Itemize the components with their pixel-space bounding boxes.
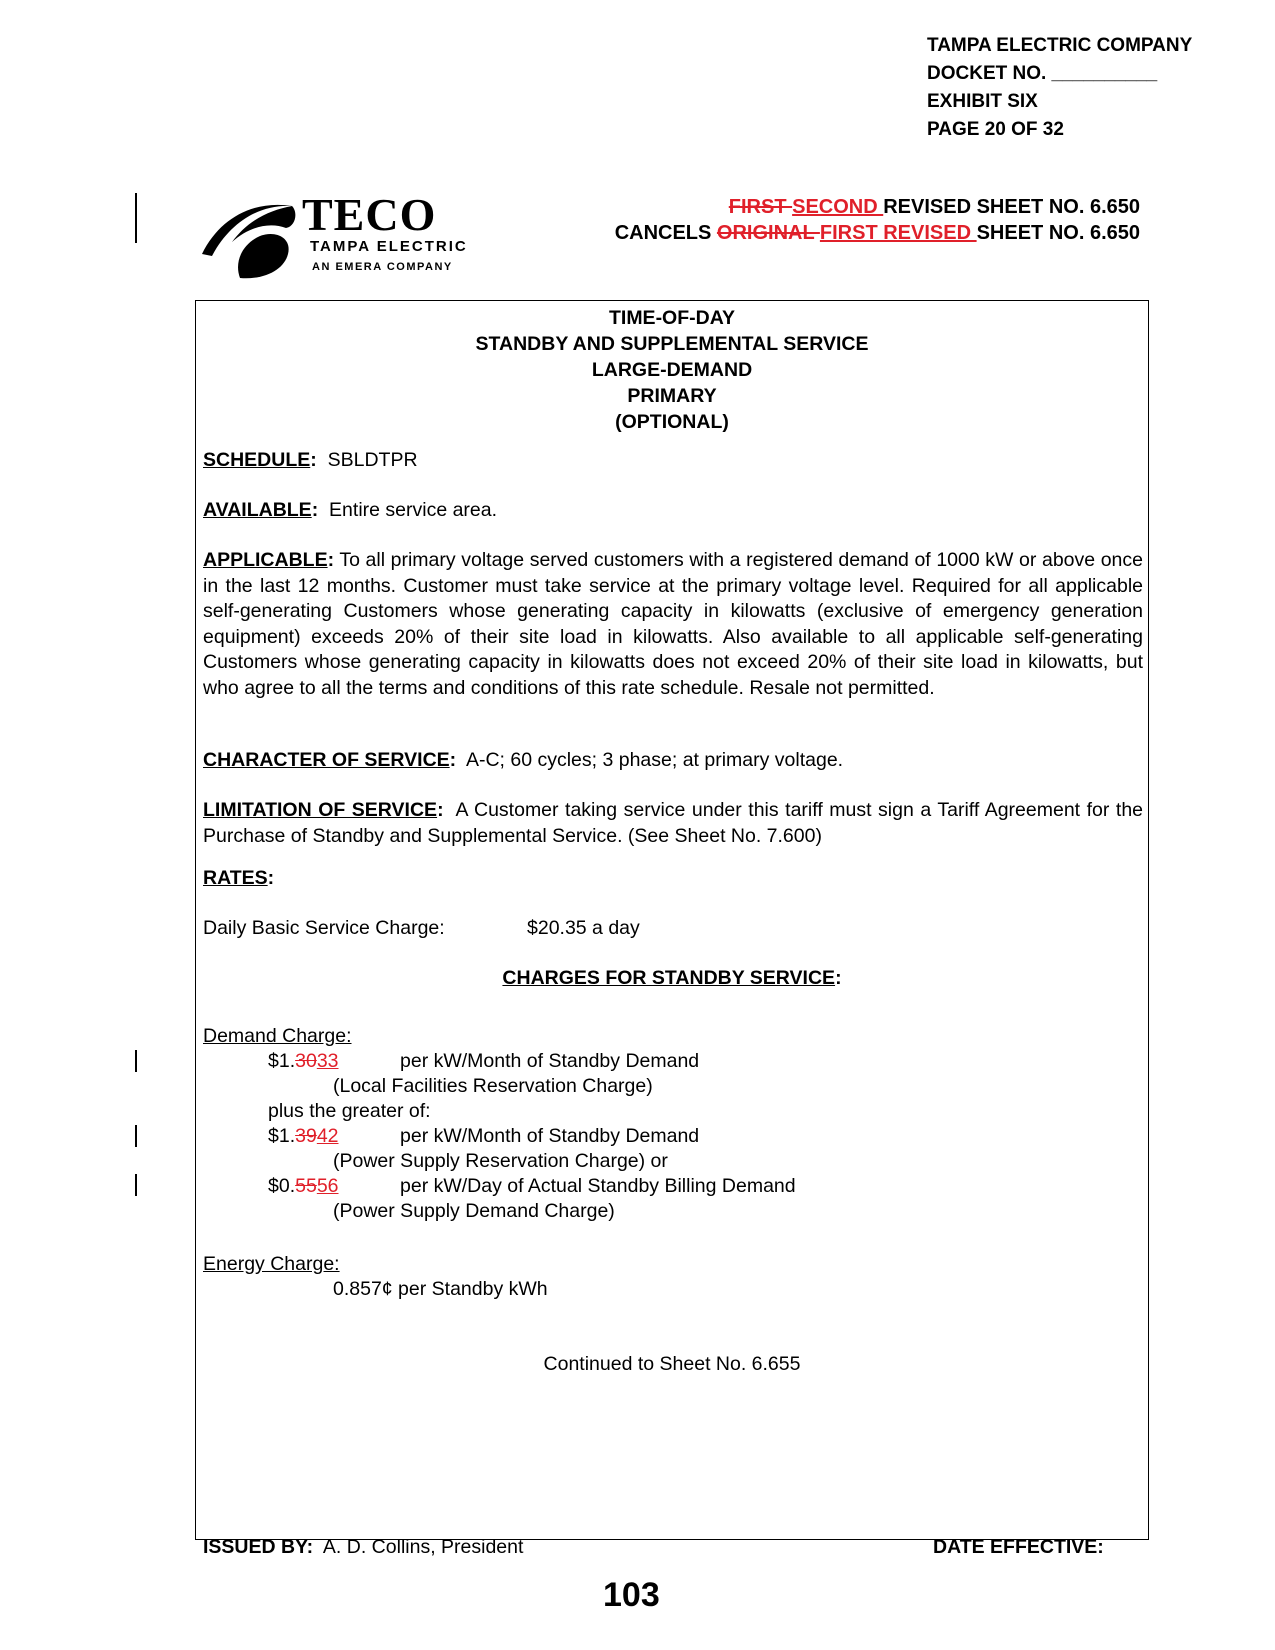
- inserted-text: 42: [316, 1125, 339, 1147]
- logo-wordmark: TECO: [302, 189, 437, 240]
- section-label: RATES: [203, 867, 268, 889]
- available-value: Entire service area.: [329, 499, 498, 521]
- inserted-text: FIRST REVISED: [819, 222, 977, 244]
- inserted-text: 56: [316, 1175, 339, 1197]
- schedule-value: SBLDTPR: [327, 449, 418, 471]
- teco-logo: [200, 189, 530, 282]
- section-label: CHARACTER OF SERVICE: [203, 749, 450, 771]
- section-label: LIMITATION OF SERVICE: [203, 799, 438, 821]
- applicable-section: APPLICABLE: To all primary voltage served customers with a registered demand of 1000 kW or above once in the last 12 months. Customer must take service at the primary voltage level. Required for all applicable self-generating Customers whose generating capacity in kilowatts (exclusive of emergency generation equipment) exceeds 20% of their site load in kilowatts. Also available to all applicable self-generating Customers whose generating capacity in kilowatts does not exceed 20% of their site load in kilowatts, but who agree to all the terms and conditions of this rate schedule. Resale not permitted.: [203, 549, 1143, 699]
- section-label: APPLICABLE: [203, 549, 328, 571]
- exhibit-header: [927, 32, 1192, 144]
- revision-bar: [135, 1050, 137, 1072]
- struck-text: 39: [295, 1125, 317, 1147]
- sheet-number-text: REVISED SHEET NO. 6.650: [883, 196, 1140, 218]
- logo-tagline: AN EMERA COMPANY: [312, 261, 453, 273]
- logo-subtitle: TAMPA ELECTRIC: [310, 238, 468, 255]
- charge-description: per kW/Day of Actual Standby Billing Demand: [400, 1175, 796, 1197]
- limitation-text: A Customer taking service under this tariff must sign a Tariff Agreement for the Purchase of Standby and Supplemental Service. (See Sheet No. 7.600): [203, 799, 1144, 847]
- teco-swoosh-icon: [200, 192, 300, 282]
- company-name: TAMPA ELECTRIC COMPANY: [927, 35, 1193, 56]
- exhibit-label: EXHIBIT SIX: [927, 91, 1038, 112]
- sheet-cancels-line: [615, 222, 1140, 245]
- struck-text: ORIGINAL: [716, 222, 820, 244]
- applicable-text: To all primary voltage served customers with a registered demand of 1000 kW or above once in the last 12 months. Customer must take service at the primary voltage level. Required for all applicable self-generating Customers whose generating capacity in kilowatts (exclusive of emergency generation equipment) exceeds 20% of their site load in kilowatts. Also available to all applicable self-generating Customers whose generating capacity in kilowatts does not exceed 20% of their site load in kilowatts, but who agree to all the terms and conditions of this rate schedule. Resale not permitted.: [203, 549, 1143, 699]
- charge-description: per kW/Month of Standby Demand: [400, 1050, 700, 1072]
- charge-subtext: (Power Supply Reservation Charge) or: [333, 1150, 668, 1172]
- page-of-label: PAGE 20 OF 32: [927, 119, 1064, 140]
- section-label: AVAILABLE: [203, 499, 312, 521]
- charge-subtext: (Power Supply Demand Charge): [333, 1200, 615, 1222]
- charge-description: per kW/Month of Standby Demand: [400, 1125, 700, 1147]
- title-line: PRIMARY: [627, 385, 717, 407]
- section-label: SCHEDULE: [203, 449, 311, 471]
- title-line: STANDBY AND SUPPLEMENTAL SERVICE: [475, 333, 869, 355]
- continued-note: Continued to Sheet No. 6.655: [543, 1353, 801, 1375]
- character-section: CHARACTER OF SERVICE: A-C; 60 cycles; 3 phase; at primary voltage.: [203, 749, 844, 771]
- issued-by-label: ISSUED BY:: [203, 1536, 314, 1558]
- revision-bar: [135, 193, 137, 243]
- available-section: AVAILABLE: Entire service area.: [203, 499, 498, 521]
- page-number: 103: [603, 1576, 660, 1614]
- character-value: A-C; 60 cycles; 3 phase; at primary voltage.: [465, 749, 844, 771]
- struck-text: 30: [295, 1050, 317, 1072]
- struck-text: 55: [295, 1175, 317, 1197]
- docket-number: DOCKET NO. __________: [927, 63, 1158, 84]
- standby-heading-text: CHARGES FOR STANDBY SERVICE: [502, 967, 836, 989]
- basic-charge-label: Daily Basic Service Charge:: [203, 917, 445, 939]
- rates-section: RATES:: [203, 867, 275, 889]
- charge-prefix: $1.: [268, 1125, 296, 1147]
- charge-prefix: $1.: [268, 1050, 296, 1072]
- revision-bar: [135, 1174, 137, 1196]
- title-line: (OPTIONAL): [615, 411, 729, 433]
- title-line: LARGE-DEMAND: [591, 359, 753, 381]
- standby-heading: CHARGES FOR STANDBY SERVICE:: [502, 967, 842, 989]
- standby-charge-2: [268, 1124, 339, 1150]
- standby-charge-3: [268, 1174, 339, 1200]
- limitation-section: LIMITATION OF SERVICE: A Customer taking service under this tariff must sign a Tariff Agreement for the Purchase of Standby and Supplemental Service. (See Sheet No. 7.600): [203, 799, 1144, 847]
- title-line: TIME-OF-DAY: [608, 307, 736, 329]
- plus-greater-text: plus the greater of:: [268, 1100, 431, 1122]
- cancels-text: CANCELS: [614, 222, 717, 244]
- issued-by-value: A. D. Collins, President: [322, 1536, 524, 1558]
- basic-charge-value: $20.35 a day: [527, 917, 640, 939]
- issued-by: [203, 1536, 523, 1559]
- sheet-number-text: SHEET NO. 6.650: [976, 222, 1140, 244]
- energy-charge-label: Energy Charge:: [203, 1253, 340, 1275]
- date-effective-label: DATE EFFECTIVE:: [933, 1536, 1104, 1558]
- demand-charge-label: Demand Charge:: [203, 1025, 352, 1047]
- inserted-text: 33: [316, 1050, 339, 1072]
- energy-charge-value: 0.857¢ per Standby kWh: [333, 1278, 548, 1300]
- schedule-section: SCHEDULE: SBLDTPR: [203, 449, 418, 471]
- revision-bar: [135, 1125, 137, 1147]
- charge-subtext: (Local Facilities Reservation Charge): [333, 1075, 653, 1097]
- struck-text: FIRST: [728, 196, 793, 218]
- standby-charge-1: [268, 1049, 339, 1075]
- tariff-title: [195, 305, 1149, 435]
- charge-prefix: $0.: [268, 1175, 296, 1197]
- inserted-text: SECOND: [792, 196, 884, 218]
- sheet-revision-line: [729, 196, 1140, 219]
